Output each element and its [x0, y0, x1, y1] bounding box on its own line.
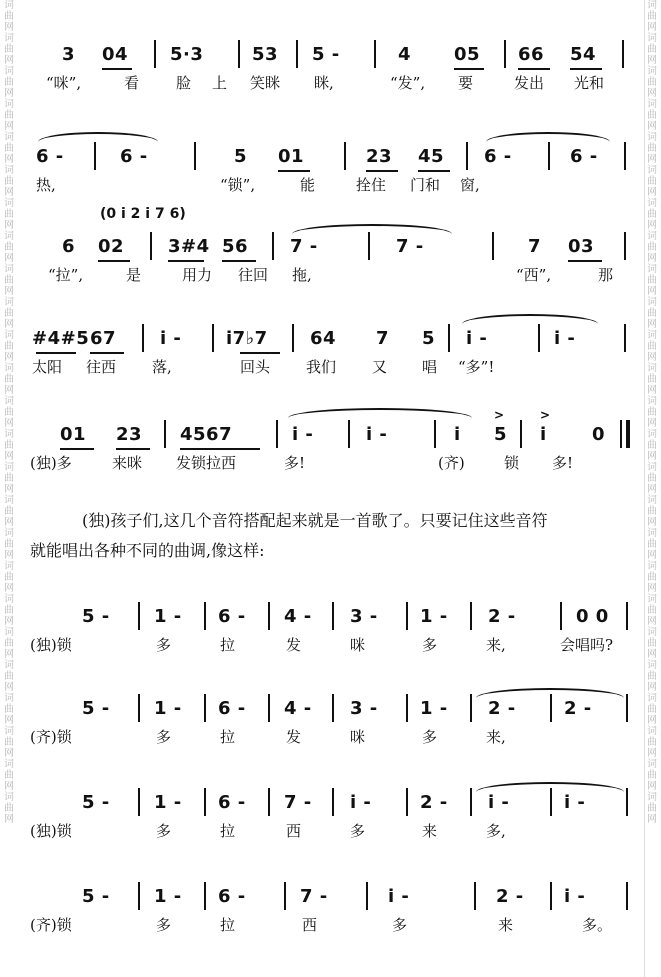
lyric: 多!: [284, 454, 306, 472]
lyric: “西”,: [516, 266, 552, 284]
lyric: “多”!: [458, 358, 495, 376]
lyric: 窗,: [460, 176, 480, 194]
note: 1 -: [154, 792, 182, 813]
lyric: 多。: [582, 916, 613, 934]
lyric: (独)多: [30, 454, 72, 472]
note: 3: [62, 44, 76, 65]
watermark-right: 词曲网词曲网词曲网词曲网词曲网词曲网词曲网词曲网词曲网词曲网词曲网词曲网词曲网词曲网词曲网词曲网词曲网词曲网词曲网词曲网词曲网词曲网词曲网词曲网词曲网: [644, 0, 659, 977]
note: 0 0: [576, 606, 609, 627]
note: 5 -: [82, 698, 110, 719]
lyric: 来: [498, 916, 514, 934]
scale-line-1: [30, 606, 636, 658]
lyric: “咪”,: [46, 74, 82, 92]
scale-line-3: [30, 792, 636, 844]
note: 5: [422, 328, 436, 349]
lyric: “拉”,: [48, 266, 84, 284]
scale-line-2: [30, 698, 636, 750]
lyric: 往回: [238, 266, 269, 284]
narration-line: (独)孩子们,这几个音符搭配起来就是一首歌了。只要记住这些音符: [82, 511, 548, 530]
note: 67: [90, 328, 117, 349]
note: 1 -: [154, 698, 182, 719]
lyric: 多: [156, 822, 172, 840]
lyric: 光和: [574, 74, 605, 92]
lyric: 上: [212, 74, 228, 92]
note: 45: [418, 146, 445, 167]
note: 05: [454, 44, 481, 65]
lyric: 落,: [152, 358, 172, 376]
note: 6: [62, 236, 76, 257]
lyric: 多: [156, 916, 172, 934]
narration-line: 就能唱出各种不同的曲调,像这样:: [30, 541, 265, 560]
score-line-2: [30, 146, 636, 198]
ornament-hint: (0 i 2 i 7 6): [100, 206, 186, 222]
lyric: 太阳: [32, 358, 63, 376]
note: 7 -: [290, 236, 318, 257]
lyric: 拉: [220, 728, 236, 746]
note: 5·3: [170, 44, 204, 65]
lyric: 多: [392, 916, 408, 934]
lyric: 拉: [220, 636, 236, 654]
lyric: 咪: [350, 636, 366, 654]
note: i -: [388, 886, 410, 907]
note: 3 -: [350, 606, 378, 627]
note: i -: [564, 792, 586, 813]
lyric: 唱: [422, 358, 438, 376]
note: i: [454, 424, 461, 445]
score-line-4: [30, 328, 636, 380]
lyric: 发: [286, 636, 302, 654]
note: 6 -: [484, 146, 512, 167]
lyric: 眯,: [314, 74, 334, 92]
lyric: 要: [458, 74, 474, 92]
note: 53: [252, 44, 279, 65]
note: 5 -: [82, 886, 110, 907]
note: 64: [310, 328, 337, 349]
note: 0: [592, 424, 606, 445]
lyric: 锁: [504, 454, 520, 472]
note: 03: [568, 236, 595, 257]
lyric: 拖,: [292, 266, 312, 284]
lyric: 西: [286, 822, 302, 840]
note: i -: [350, 792, 372, 813]
lyric: 那: [598, 266, 614, 284]
lyric: “发”,: [390, 74, 426, 92]
lyric: 拉: [220, 822, 236, 840]
lyric: 发出: [514, 74, 545, 92]
lyric: 发锁拉西: [176, 454, 237, 472]
lyric: 往西: [86, 358, 117, 376]
note: 23: [366, 146, 393, 167]
lyric: 多,: [486, 822, 506, 840]
note: 2 -: [420, 792, 448, 813]
scale-line-4: [30, 886, 636, 938]
note: 6 -: [36, 146, 64, 167]
lyric: 来,: [486, 636, 506, 654]
note: i7♭7: [226, 328, 268, 349]
lyric: 来咪: [112, 454, 143, 472]
note: 6 -: [218, 792, 246, 813]
lyric: 热,: [36, 176, 56, 194]
lyric: 用力: [182, 266, 213, 284]
note: 3 -: [350, 698, 378, 719]
lyric: 我们: [306, 358, 337, 376]
note: 5 -: [82, 792, 110, 813]
lyric: 来: [422, 822, 438, 840]
lyric: 拴住: [356, 176, 387, 194]
lyric: 多: [156, 728, 172, 746]
note: 23: [116, 424, 143, 445]
accent-mark: >: [540, 408, 551, 422]
narration: [30, 506, 636, 566]
note: 6 -: [120, 146, 148, 167]
lyric: (齐): [438, 454, 465, 472]
note: #4#5: [32, 328, 90, 349]
lyric: (齐)锁: [30, 728, 72, 746]
lyric: 脸: [176, 74, 192, 92]
note: 2 -: [496, 886, 524, 907]
lyric: 咪: [350, 728, 366, 746]
note: 01: [278, 146, 305, 167]
note: 4567: [180, 424, 233, 445]
note: 56: [222, 236, 249, 257]
note: 6 -: [570, 146, 598, 167]
accent-mark: >: [494, 408, 505, 422]
note: 5 -: [82, 606, 110, 627]
note: 7 -: [396, 236, 424, 257]
note: 5: [234, 146, 248, 167]
lyric: 又: [372, 358, 388, 376]
lyric: “锁”,: [220, 176, 256, 194]
lyric: 多: [422, 636, 438, 654]
lyric: 门和: [410, 176, 441, 194]
lyric: 多: [350, 822, 366, 840]
note: 1 -: [420, 698, 448, 719]
note: i -: [292, 424, 314, 445]
note: 04: [102, 44, 129, 65]
note: 1 -: [154, 606, 182, 627]
note: 01: [60, 424, 87, 445]
note: i -: [564, 886, 586, 907]
note: 2 -: [488, 698, 516, 719]
note: 4: [398, 44, 412, 65]
lyric: (齐)锁: [30, 916, 72, 934]
lyric: 多: [422, 728, 438, 746]
note: 5 -: [312, 44, 340, 65]
note: 4 -: [284, 606, 312, 627]
note: 02: [98, 236, 125, 257]
lyric: 能: [300, 176, 316, 194]
lyric: 多!: [552, 454, 574, 472]
score-line-1: [30, 44, 636, 96]
note: i: [540, 424, 547, 445]
note: 6 -: [218, 698, 246, 719]
lyric: 看: [124, 74, 140, 92]
note: 2 -: [488, 606, 516, 627]
lyric: 回头: [240, 358, 271, 376]
note: 3#4: [168, 236, 210, 257]
lyric: 西: [302, 916, 318, 934]
note: 2 -: [564, 698, 592, 719]
note: 4 -: [284, 698, 312, 719]
note: 66: [518, 44, 545, 65]
lyric: 拉: [220, 916, 236, 934]
note: 6 -: [218, 606, 246, 627]
lyric: (独)锁: [30, 636, 72, 654]
note: 1 -: [420, 606, 448, 627]
note: 7 -: [284, 792, 312, 813]
score-line-3: [30, 206, 636, 288]
lyric: 发: [286, 728, 302, 746]
note: i -: [366, 424, 388, 445]
lyric: 会唱吗?: [560, 636, 614, 654]
watermark-left: 词曲网词曲网词曲网词曲网词曲网词曲网词曲网词曲网词曲网词曲网词曲网词曲网词曲网词曲网词曲网词曲网词曲网词曲网词曲网词曲网词曲网词曲网词曲网词曲网词曲网: [4, 0, 14, 825]
note: i -: [554, 328, 576, 349]
lyric: 来,: [486, 728, 506, 746]
note: i -: [160, 328, 182, 349]
note: 6 -: [218, 886, 246, 907]
note: 7: [528, 236, 542, 257]
note: 1 -: [154, 886, 182, 907]
note: i -: [466, 328, 488, 349]
note: 7 -: [300, 886, 328, 907]
lyric: 多: [156, 636, 172, 654]
score-line-5: [30, 408, 636, 476]
note: 5: [494, 424, 508, 445]
note: 7: [376, 328, 390, 349]
lyric: 是: [126, 266, 142, 284]
note: i -: [488, 792, 510, 813]
note: 54: [570, 44, 597, 65]
lyric: 笑眯: [250, 74, 281, 92]
lyric: (独)锁: [30, 822, 72, 840]
